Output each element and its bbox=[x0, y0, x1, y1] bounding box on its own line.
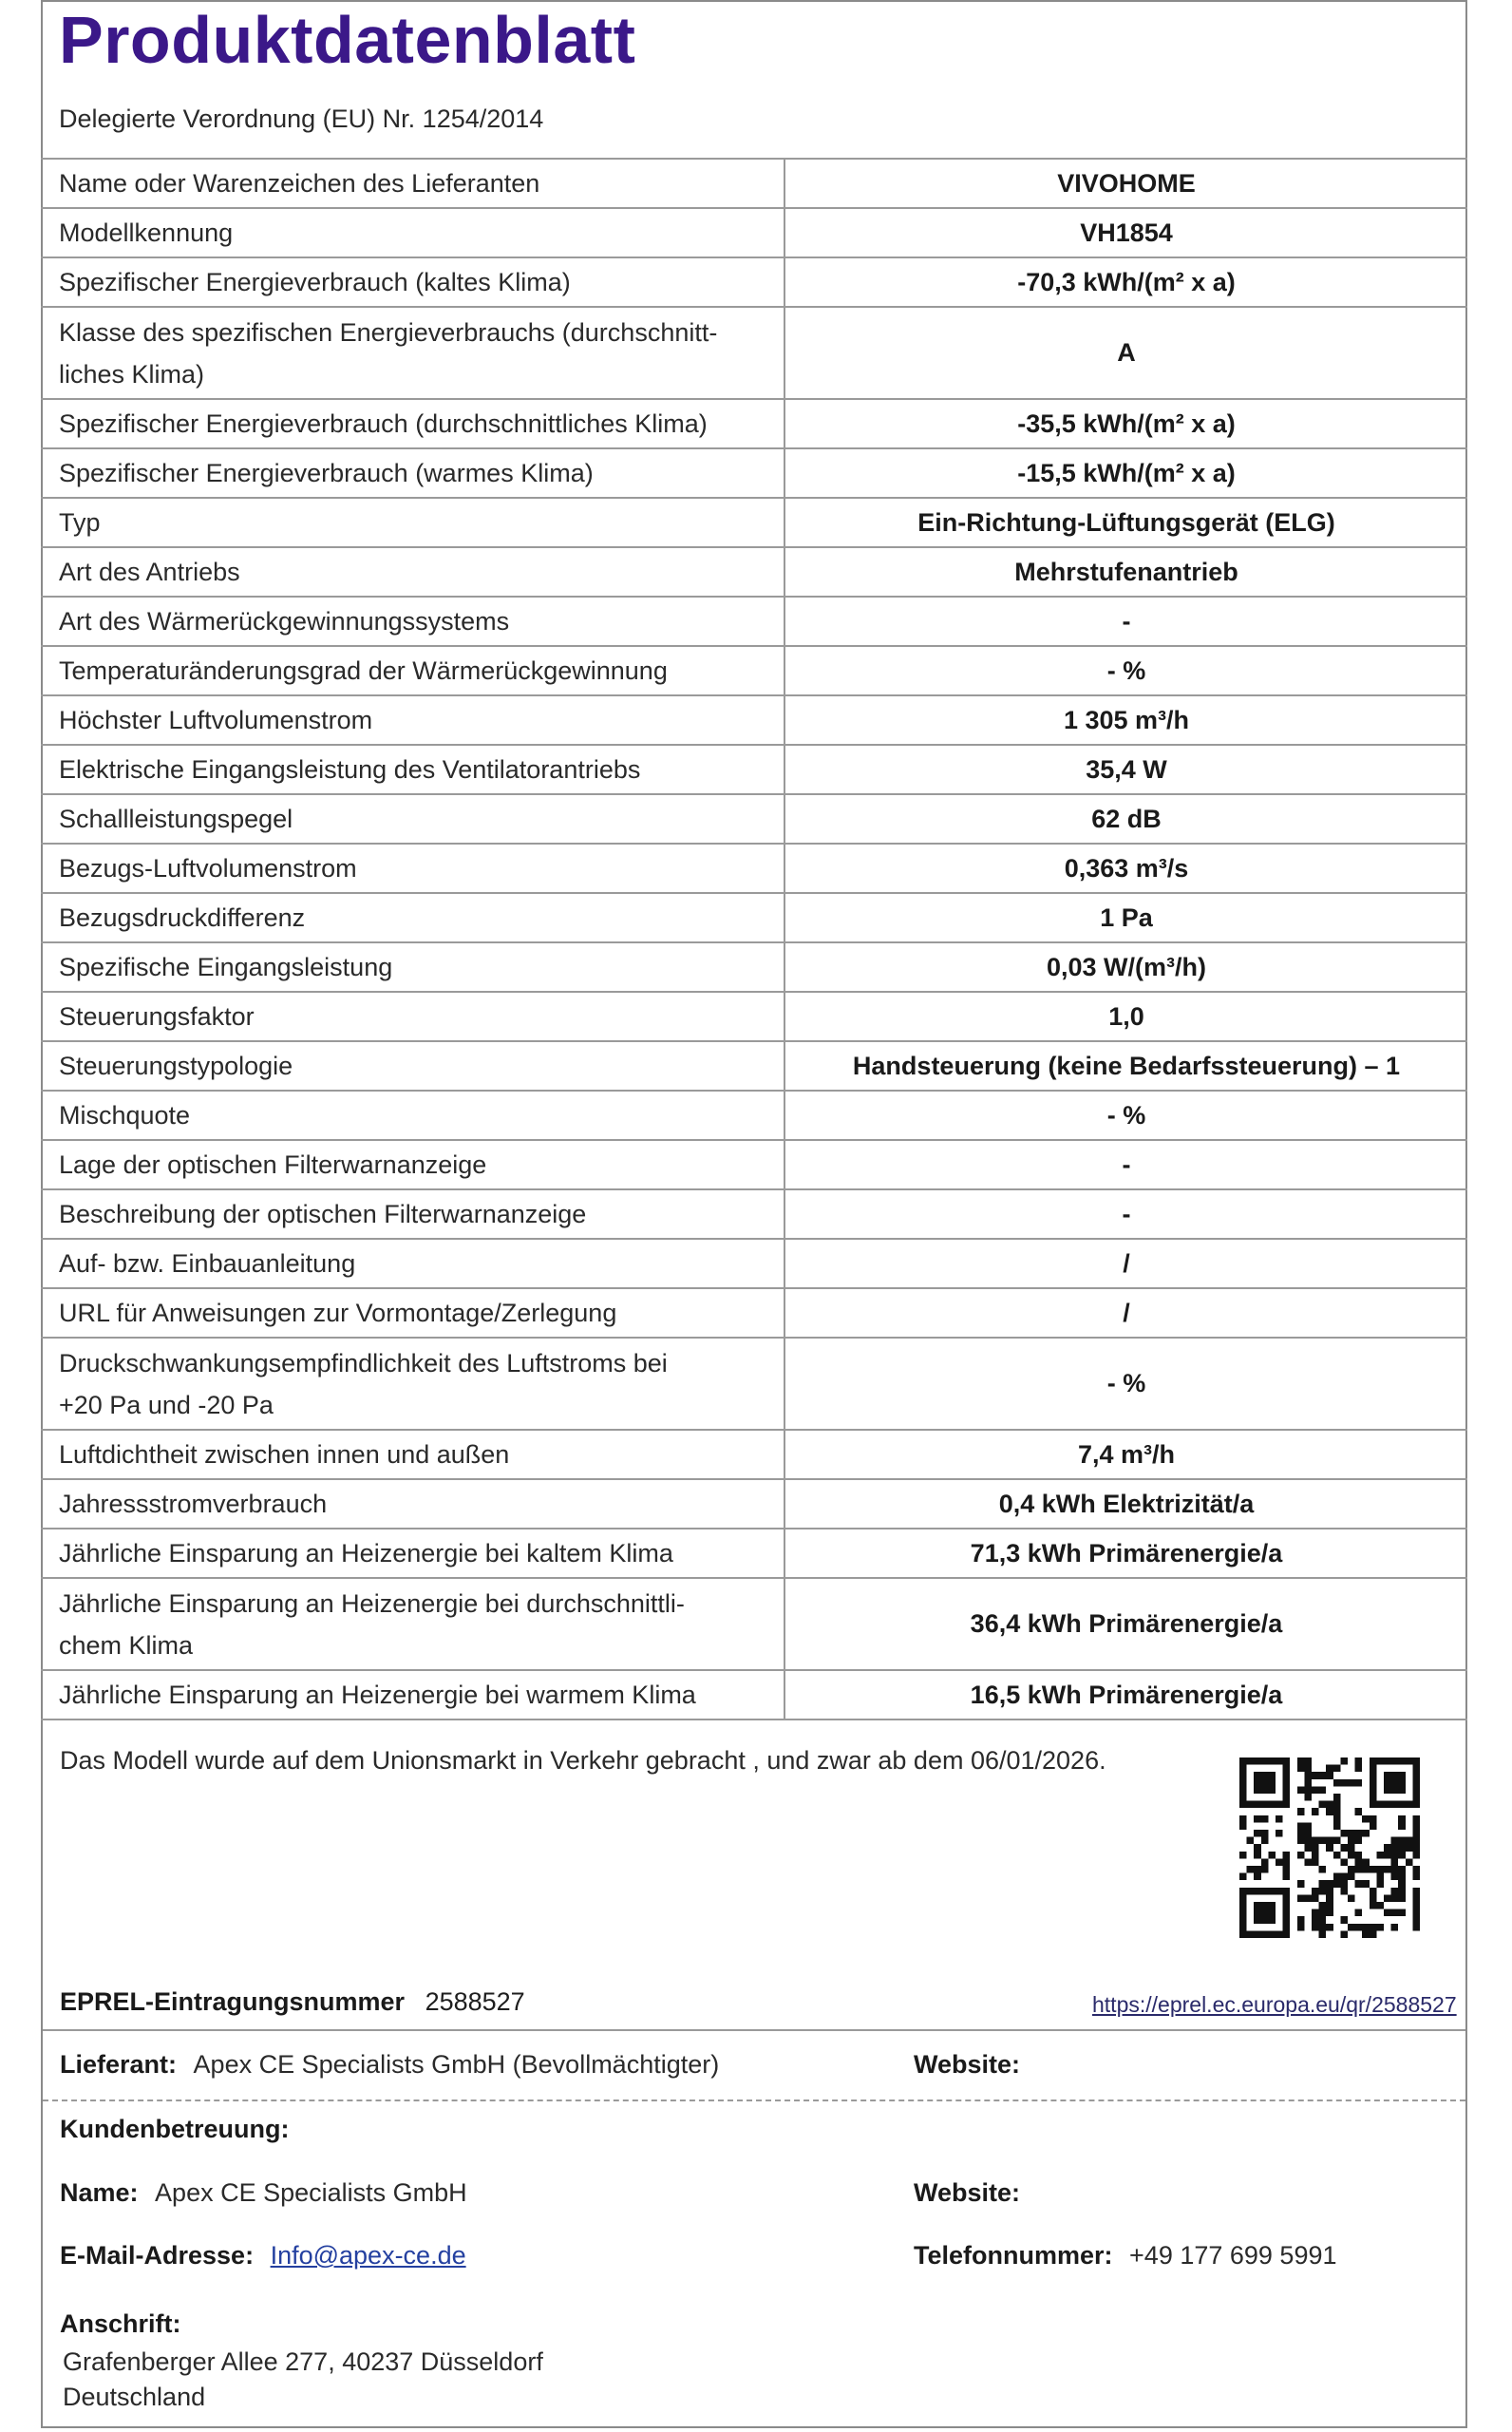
support-name: Apex CE Specialists GmbH bbox=[155, 2178, 467, 2207]
spec-value: 16,5 kWh Primärenergie/a bbox=[784, 1670, 1467, 1720]
spec-label: Jahressstromverbrauch bbox=[41, 1479, 784, 1529]
spec-label: Modellkennung bbox=[41, 208, 784, 257]
spec-value: 71,3 kWh Primärenergie/a bbox=[784, 1529, 1467, 1578]
supplier-website-label: Website: bbox=[914, 2050, 1021, 2079]
spec-label: Elektrische Eingangsleistung des Ventilatorantriebs bbox=[41, 745, 784, 794]
spec-row bbox=[41, 794, 1467, 844]
spec-row bbox=[41, 1288, 1467, 1338]
spec-label: Bezugs-Luftvolumenstrom bbox=[41, 844, 784, 893]
spec-row bbox=[41, 1041, 1467, 1091]
spec-row bbox=[41, 399, 1467, 448]
spec-label: Beschreibung der optischen Filterwarnanzeige bbox=[41, 1189, 784, 1239]
spec-value: 1 305 m³/h bbox=[784, 695, 1467, 745]
spec-value: - % bbox=[784, 646, 1467, 695]
spec-value: - % bbox=[784, 1091, 1467, 1140]
spec-value: 0,363 m³/s bbox=[784, 844, 1467, 893]
spec-label: Mischquote bbox=[41, 1091, 784, 1140]
spec-row bbox=[41, 1670, 1467, 1720]
spec-label: Temperaturänderungsgrad der Wärmerückgewinnung bbox=[41, 646, 784, 695]
spec-label: Schallleistungspegel bbox=[41, 794, 784, 844]
spec-table bbox=[41, 158, 1467, 1720]
spec-row bbox=[41, 547, 1467, 597]
support-name-row bbox=[60, 2178, 467, 2208]
spec-row bbox=[41, 1239, 1467, 1288]
spec-label: Typ bbox=[41, 498, 784, 547]
spec-value: VIVOHOME bbox=[784, 159, 1467, 208]
supplier-label: Lieferant: bbox=[60, 2050, 178, 2079]
spec-value: -35,5 kWh/(m² x a) bbox=[784, 399, 1467, 448]
email-label: E-Mail-Adresse: bbox=[60, 2241, 255, 2270]
spec-label: Auf- bzw. Einbauanleitung bbox=[41, 1239, 784, 1288]
spec-value: - bbox=[784, 1140, 1467, 1189]
spec-value: 1 Pa bbox=[784, 893, 1467, 942]
spec-row bbox=[41, 745, 1467, 794]
spec-row bbox=[41, 1578, 1467, 1670]
spec-value: 62 dB bbox=[784, 794, 1467, 844]
spec-value: VH1854 bbox=[784, 208, 1467, 257]
supplier-row bbox=[60, 2050, 719, 2080]
spec-label: Lage der optischen Filterwarnanzeige bbox=[41, 1140, 784, 1189]
spec-label: Spezifischer Energieverbrauch (durchschnittliches Klima) bbox=[41, 399, 784, 448]
spec-row bbox=[41, 1140, 1467, 1189]
spec-row bbox=[41, 1189, 1467, 1239]
eprel-registration bbox=[60, 1987, 525, 2017]
spec-row bbox=[41, 498, 1467, 547]
spec-label: Spezifischer Energieverbrauch (kaltes Klima) bbox=[41, 257, 784, 307]
spec-value: - % bbox=[784, 1338, 1467, 1430]
spec-value: 0,4 kWh Elektrizität/a bbox=[784, 1479, 1467, 1529]
spec-value: -15,5 kWh/(m² x a) bbox=[784, 448, 1467, 498]
support-email-row bbox=[60, 2241, 466, 2270]
spec-value: - bbox=[784, 597, 1467, 646]
support-phone-row bbox=[914, 2241, 1337, 2270]
spec-row bbox=[41, 1091, 1467, 1140]
address-line-1: Grafenberger Allee 277, 40237 Düsseldorf bbox=[63, 2347, 543, 2376]
spec-row bbox=[41, 159, 1467, 208]
spec-value: Mehrstufenantrieb bbox=[784, 547, 1467, 597]
dashed-divider bbox=[43, 2100, 1465, 2101]
spec-label: Jährliche Einsparung an Heizenergie bei durchschnittli- chem Klima bbox=[41, 1578, 784, 1670]
support-name-label: Name: bbox=[60, 2178, 139, 2207]
spec-label: URL für Anweisungen zur Vormontage/Zerlegung bbox=[41, 1288, 784, 1338]
qr-code bbox=[1239, 1758, 1420, 1938]
eprel-number: 2588527 bbox=[425, 1987, 525, 2016]
address-label: Anschrift: bbox=[60, 2309, 181, 2338]
support-heading: Kundenbetreuung: bbox=[60, 2115, 290, 2143]
spec-row bbox=[41, 646, 1467, 695]
address-line-2: Deutschland bbox=[63, 2383, 206, 2411]
eprel-label: EPREL-Eintragungsnummer bbox=[60, 1987, 406, 2016]
spec-row bbox=[41, 844, 1467, 893]
spec-value: 1,0 bbox=[784, 992, 1467, 1041]
spec-label: Jährliche Einsparung an Heizenergie bei warmem Klima bbox=[41, 1670, 784, 1720]
spec-label: Bezugsdruckdifferenz bbox=[41, 893, 784, 942]
spec-row bbox=[41, 1479, 1467, 1529]
page-title: Produktdatenblatt bbox=[59, 3, 636, 77]
spec-row bbox=[41, 893, 1467, 942]
spec-row bbox=[41, 695, 1467, 745]
spec-label: Druckschwankungsempfindlichkeit des Luftstroms bei +20 Pa und -20 Pa bbox=[41, 1338, 784, 1430]
spec-row bbox=[41, 307, 1467, 399]
market-date-note: Das Modell wurde auf dem Unionsmarkt in Verkehr gebracht , und zwar ab dem 06/01/2026. bbox=[60, 1746, 1106, 1775]
spec-row bbox=[41, 992, 1467, 1041]
regulation-subtitle: Delegierte Verordnung (EU) Nr. 1254/2014 bbox=[59, 104, 544, 133]
divider bbox=[43, 2029, 1465, 2031]
spec-value: 35,4 W bbox=[784, 745, 1467, 794]
support-website-label: Website: bbox=[914, 2178, 1021, 2207]
spec-row bbox=[41, 1430, 1467, 1479]
spec-row bbox=[41, 1529, 1467, 1578]
spec-label: Höchster Luftvolumenstrom bbox=[41, 695, 784, 745]
spec-label: Spezifischer Energieverbrauch (warmes Klima) bbox=[41, 448, 784, 498]
spec-value: 0,03 W/(m³/h) bbox=[784, 942, 1467, 992]
spec-value: Handsteuerung (keine Bedarfssteuerung) – 1 bbox=[784, 1041, 1467, 1091]
spec-label: Spezifische Eingangsleistung bbox=[41, 942, 784, 992]
spec-label: Klasse des spezifischen Energieverbrauchs (durchschnitt- liches Klima) bbox=[41, 307, 784, 399]
spec-value: 36,4 kWh Primärenergie/a bbox=[784, 1578, 1467, 1670]
spec-label: Art des Antriebs bbox=[41, 547, 784, 597]
spec-label: Steuerungstypologie bbox=[41, 1041, 784, 1091]
spec-row bbox=[41, 208, 1467, 257]
email-link[interactable]: Info@apex-ce.de bbox=[270, 2241, 466, 2270]
spec-label: Luftdichtheit zwischen innen und außen bbox=[41, 1430, 784, 1479]
spec-value: / bbox=[784, 1239, 1467, 1288]
spec-value: - bbox=[784, 1189, 1467, 1239]
spec-row bbox=[41, 257, 1467, 307]
supplier-name: Apex CE Specialists GmbH (Bevollmächtigter) bbox=[193, 2050, 720, 2079]
spec-label: Art des Wärmerückgewinnungssystems bbox=[41, 597, 784, 646]
eprel-link[interactable]: https://eprel.ec.europa.eu/qr/2588527 bbox=[1092, 1992, 1457, 2017]
spec-value: -70,3 kWh/(m² x a) bbox=[784, 257, 1467, 307]
spec-row bbox=[41, 1338, 1467, 1430]
spec-label: Steuerungsfaktor bbox=[41, 992, 784, 1041]
spec-value: 7,4 m³/h bbox=[784, 1430, 1467, 1479]
spec-label: Name oder Warenzeichen des Lieferanten bbox=[41, 159, 784, 208]
spec-value: / bbox=[784, 1288, 1467, 1338]
phone-label: Telefonnummer: bbox=[914, 2241, 1113, 2270]
spec-value: Ein-Richtung-Lüftungsgerät (ELG) bbox=[784, 498, 1467, 547]
phone-number: +49 177 699 5991 bbox=[1129, 2241, 1337, 2270]
spec-row bbox=[41, 597, 1467, 646]
spec-row bbox=[41, 448, 1467, 498]
spec-value: A bbox=[784, 307, 1467, 399]
spec-row bbox=[41, 942, 1467, 992]
spec-label: Jährliche Einsparung an Heizenergie bei kaltem Klima bbox=[41, 1529, 784, 1578]
